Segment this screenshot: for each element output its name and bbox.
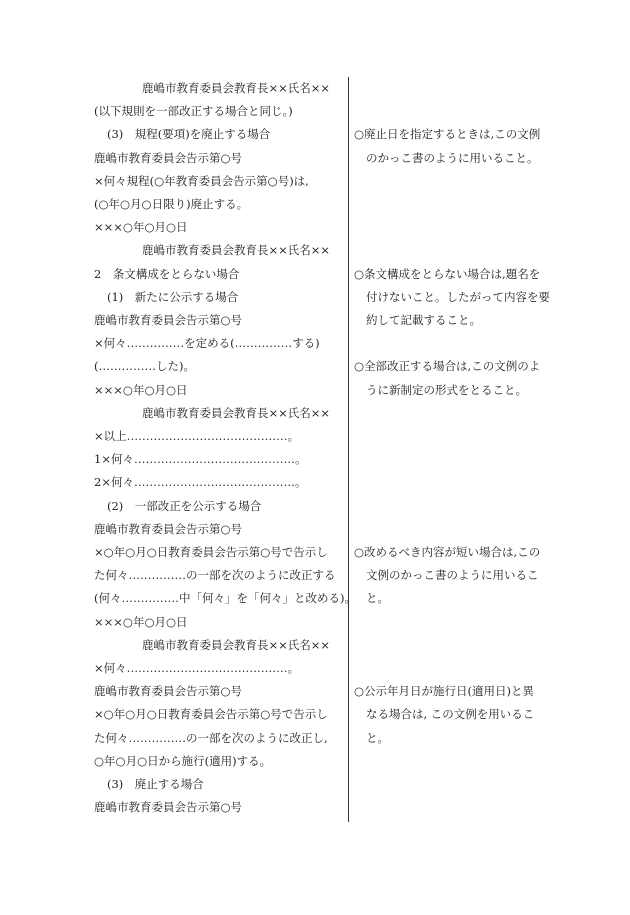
example-line: た何々……………の一部を次のように改正する — [94, 568, 336, 583]
example-line: ×××○年○月○日 — [94, 382, 188, 397]
example-line: 鹿嶋市教育委員会告示第○号 — [94, 800, 243, 815]
example-line: ×何々……………を定める(……………する) — [94, 336, 320, 351]
example-line: (何々……………中「何々」を「何々」と改める)。 — [94, 591, 356, 606]
note-line: 約して記載すること。 — [366, 313, 481, 327]
example-line: (……………した)。 — [94, 359, 195, 374]
note-line: 文例のかっこ書のように用いるこ — [366, 568, 539, 583]
example-line: ×以上……………………………………。 — [94, 429, 300, 443]
example-line: 鹿嶋市教育委員会告示第○号 — [94, 313, 243, 327]
example-line: (以下規則を一部改正する場合と同じ。) — [94, 104, 293, 119]
example-line: ×○年○月○日教育委員会告示第○号で告示し — [94, 707, 328, 722]
example-line: ×何々規程(○年教育委員会告示第○号)は, — [94, 173, 309, 188]
example-line: 鹿嶋市教育委員会告示第○号 — [94, 684, 243, 699]
example-line: 鹿嶋市教育委員会教育長××氏名×× — [142, 81, 331, 95]
note-line: ○条文構成をとらない場合は,題名を — [354, 266, 541, 281]
note-line: 付けないこと。したがって内容を要 — [366, 289, 550, 304]
example-line: ×何々……………………………………。 — [94, 661, 300, 675]
note-line: ○公示年月日が施行日(適用日)と異 — [354, 684, 535, 699]
note-line: なる場合は, この文例を用いるこ — [366, 707, 535, 722]
example-line: ×××○年○月○日 — [94, 614, 188, 629]
column-divider — [348, 77, 349, 822]
example-line: (3) 規程(要項)を廃止する場合 — [107, 127, 271, 142]
example-line: 1×何々……………………………………。 — [94, 452, 307, 467]
note-line: うに新制定の形式をとること。 — [366, 382, 527, 397]
example-line: 2×何々……………………………………。 — [94, 475, 307, 490]
example-line: ○年○月○日から施行(適用)する。 — [94, 753, 272, 768]
note-line: と。 — [366, 730, 389, 745]
example-line: 2 条文構成をとらない場合 — [94, 266, 240, 281]
note-line: ○改めるべき内容が短い場合は,この — [354, 545, 541, 559]
example-line: 鹿嶋市教育委員会教育長××氏名×× — [142, 405, 331, 420]
example-line: (○年○月○日限り)廃止する。 — [94, 197, 249, 211]
example-line: 鹿嶋市教育委員会告示第○号 — [94, 150, 243, 165]
example-line: 鹿嶋市教育委員会教育長××氏名×× — [142, 243, 331, 258]
example-line: 鹿嶋市教育委員会教育長××氏名×× — [142, 637, 331, 652]
note-line: ○廃止日を指定するときは,この文例 — [354, 127, 541, 142]
example-line: (2) 一部改正を公示する場合 — [107, 498, 262, 513]
example-line: 鹿嶋市教育委員会告示第○号 — [94, 521, 243, 536]
example-line: ×○年○月○日教育委員会告示第○号で告示し — [94, 545, 328, 559]
example-line: (3) 廃止する場合 — [107, 777, 204, 791]
note-line: のかっこ書のように用いること。 — [366, 150, 539, 165]
note-line: ○全部改正する場合は,この文例のよ — [354, 359, 541, 374]
example-line: た何々……………の一部を次のように改正し, — [94, 730, 328, 745]
example-line: ×××○年○月○日 — [94, 220, 188, 235]
note-line: と。 — [366, 591, 389, 606]
example-line: (1) 新たに公示する場合 — [107, 289, 239, 304]
